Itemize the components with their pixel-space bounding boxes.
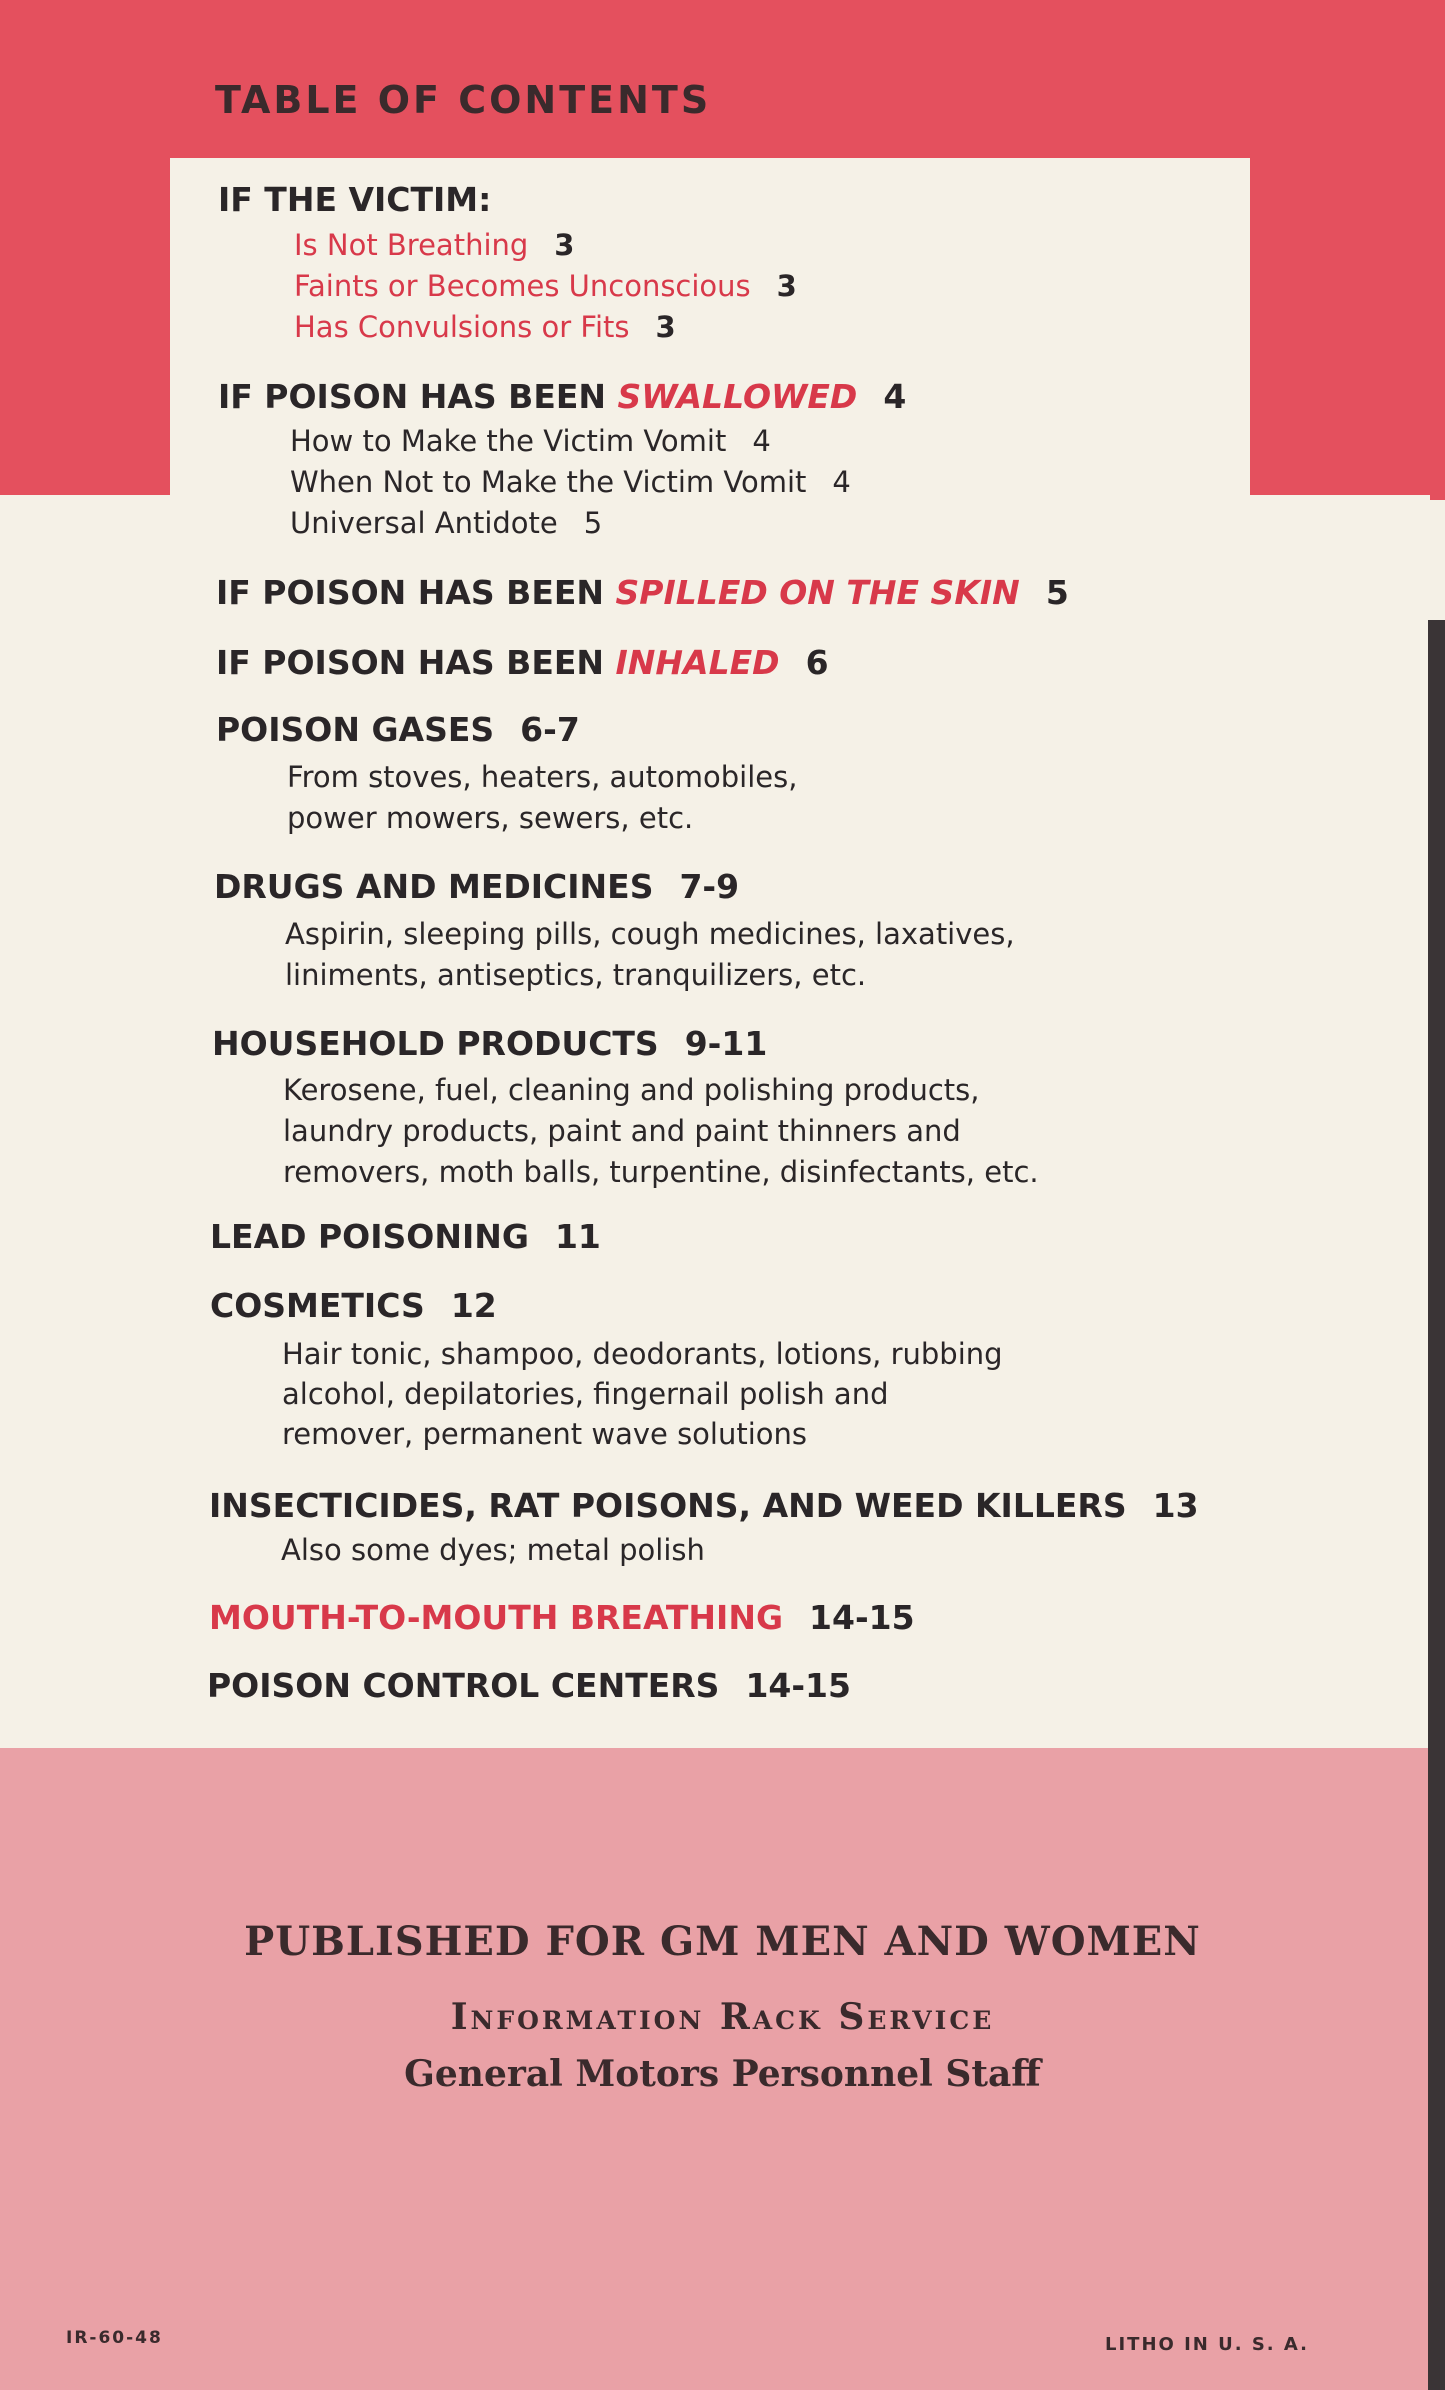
toc-page-number: 14-15: [809, 1598, 915, 1637]
emphasis-skin: SPILLED ON THE SKIN: [615, 573, 1020, 612]
toc-item-label: Has Convulsions or Fits: [294, 310, 630, 344]
emphasis-inhaled: INHALED: [615, 643, 780, 682]
toc-desc: remover, permanent wave solutions: [282, 1417, 808, 1451]
toc-page-number: 3: [776, 269, 797, 303]
toc-desc: Also some dyes; metal polish: [281, 1533, 705, 1567]
toc-page-number: 4: [883, 377, 907, 416]
toc-page-number: 7-9: [679, 867, 740, 906]
toc-item: [290, 424, 771, 458]
toc-page-number: 3: [655, 310, 676, 344]
toc-page-number: 9-11: [684, 1024, 768, 1063]
emphasis-swallowed: SWALLOWED: [617, 377, 858, 416]
toc-page-number: 4: [832, 465, 851, 499]
toc-heading-centers: POISON CONTROL CENTERS 14-15: [207, 1666, 851, 1705]
toc-heading-skin: IF POISON HAS BEEN SPILLED ON THE SKIN 5: [216, 573, 1069, 612]
publisher-line: PUBLISHED FOR GM MEN AND WOMEN: [244, 1918, 1201, 1965]
toc-desc: liniments, antiseptics, tranquilizers, etc.: [285, 958, 867, 992]
toc-heading-inhaled: IF POISON HAS BEEN INHALED 6: [216, 643, 829, 682]
toc-item: [294, 310, 676, 344]
toc-heading-mouth: MOUTH-TO-MOUTH BREATHING 14-15: [209, 1598, 915, 1637]
document-code: IR-60-48: [66, 2328, 163, 2348]
toc-desc: power mowers, sewers, etc.: [287, 801, 694, 835]
print-note: LITHO IN U. S. A.: [1105, 2334, 1309, 2355]
toc-item-label: Faints or Becomes Unconscious: [294, 269, 751, 303]
toc-page-number: 12: [450, 1286, 497, 1325]
page-title: TABLE OF CONTENTS: [215, 78, 712, 122]
toc-desc: From stoves, heaters, automobiles,: [287, 760, 798, 794]
toc-item-label: When Not to Make the Victim Vomit: [290, 465, 807, 499]
toc-heading-household: HOUSEHOLD PRODUCTS 9-11: [212, 1024, 768, 1063]
toc-desc: removers, moth balls, turpentine, disinfectants, etc.: [283, 1155, 1039, 1189]
toc-heading-cosmetics: COSMETICS 12: [210, 1286, 497, 1325]
toc-page-number: 14-15: [745, 1666, 851, 1705]
toc-desc: Hair tonic, shampoo, deodorants, lotions, rubbing: [282, 1337, 1003, 1371]
toc-page-number: 5: [1045, 573, 1069, 612]
service-line: Information Rack Service: [450, 1996, 995, 2038]
toc-heading-victim: IF THE VICTIM:: [218, 180, 492, 219]
toc-item: [294, 228, 574, 262]
toc-item: [290, 506, 602, 540]
toc-page-number: 6-7: [520, 710, 580, 749]
toc-item: [294, 269, 797, 303]
toc-item: [290, 465, 851, 499]
toc-page-number: 3: [554, 228, 575, 262]
toc-page-number: 11: [554, 1217, 601, 1256]
page-edge-strip: [1428, 620, 1445, 2390]
toc-page-number: 4: [752, 424, 771, 458]
toc-desc: alcohol, depilatories, fingernail polish and: [282, 1377, 889, 1411]
toc-heading-insecticides: INSECTICIDES, RAT POISONS, AND WEED KILLERS 13: [209, 1486, 1199, 1525]
toc-item-label: How to Make the Victim Vomit: [290, 424, 727, 458]
toc-desc: laundry products, paint and paint thinners and: [283, 1114, 961, 1148]
toc-item-label: Universal Antidote: [290, 506, 558, 540]
toc-desc: Aspirin, sleeping pills, cough medicines, laxatives,: [285, 917, 1015, 951]
toc-page-number: 13: [1152, 1486, 1199, 1525]
toc-heading-swallowed: IF POISON HAS BEEN SWALLOWED 4: [218, 377, 907, 416]
toc-page-number: 6: [805, 643, 829, 682]
toc-heading-drugs: DRUGS AND MEDICINES 7-9: [214, 867, 740, 906]
staff-line: General Motors Personnel Staff: [404, 2053, 1041, 2095]
toc-item-label: Is Not Breathing: [294, 228, 529, 262]
toc-page-number: 5: [583, 506, 603, 540]
toc-heading-lead: LEAD POISONING 11: [210, 1217, 601, 1256]
toc-desc: Kerosene, fuel, cleaning and polishing products,: [283, 1073, 980, 1107]
toc-heading-gases: POISON GASES 6-7: [216, 710, 580, 749]
